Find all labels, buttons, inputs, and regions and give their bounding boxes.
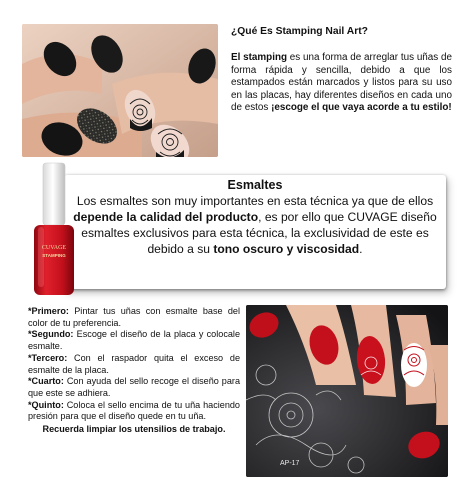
step-2-text: Escoge el diseño de la placa y colocale esmalte. [28, 329, 240, 352]
red-stamped-nails-photo [246, 305, 448, 477]
step-4 [28, 376, 240, 399]
steps-list [28, 306, 240, 436]
step-3 [28, 353, 240, 376]
banner-bold-2: tono oscuro y viscosidad [213, 242, 360, 256]
step-5-text: Coloca el sello encima de tu uña haciendo presión para que el diseño quede en tu uña. [28, 399, 240, 422]
plate-label: AP-17 [280, 460, 300, 467]
step-2 [28, 329, 240, 352]
info-body: es una forma de arreglar tus uñas de forma rápida y sencilla, debido a que los estampados están marcados y listos para su uso en las placas, hay diferentes diseños en cada uno de estos [231, 52, 452, 114]
polish-info-banner [64, 175, 446, 289]
step-5-label: *Quinto: [28, 399, 64, 410]
step-2-label: *Segundo: [28, 329, 74, 340]
stamping-info [231, 25, 452, 115]
black-lace-nails-photo [22, 24, 218, 157]
banner-text-3: . [359, 242, 363, 256]
step-1 [28, 306, 240, 329]
step-1-label: *Primero: [28, 306, 69, 316]
step-4-text: Con ayuda del sello recoge el diseño para que este se adhiera. [28, 376, 240, 398]
bottle-brand: CUVAGE [41, 245, 67, 251]
step-3-text: Con el raspador quita el exceso de esmalte de la placa. [28, 352, 240, 375]
polish-bottle-image [24, 161, 84, 297]
banner-text-1: Los esmaltes son muy importantes en esta técnica ya que de ellos [76, 194, 434, 208]
info-bold-tail: ¡escoge el que vaya acorde a tu estilo! [271, 102, 452, 114]
stamping-plate-illustration [246, 305, 448, 477]
step-5 [28, 400, 240, 423]
banner-bold-1: depende la calidad del producto [73, 210, 259, 224]
step-4-label: *Cuarto: [28, 376, 64, 387]
step-1-text: Pintar tus uñas con esmalte base del color de tu preferencia. [28, 306, 240, 328]
closing-note: Recuerda limpiar los utensilios de trabajo. [42, 424, 226, 435]
banner-text-2: , es por ello que CUVAGE diseño esmaltes exclusivos para esta técnica, la exclusividad de este es debido a su [81, 210, 437, 256]
banner-title: Esmaltes [227, 178, 283, 192]
bottle-product: STAMPING [42, 253, 66, 258]
banner-text [64, 193, 446, 257]
info-bold-lead: El stamping [231, 52, 288, 63]
nails-illustration [22, 24, 218, 157]
step-3-label: *Tercero: [28, 352, 68, 363]
info-heading: ¿Qué Es Stamping Nail Art? [231, 26, 368, 37]
info-paragraph [231, 52, 452, 115]
